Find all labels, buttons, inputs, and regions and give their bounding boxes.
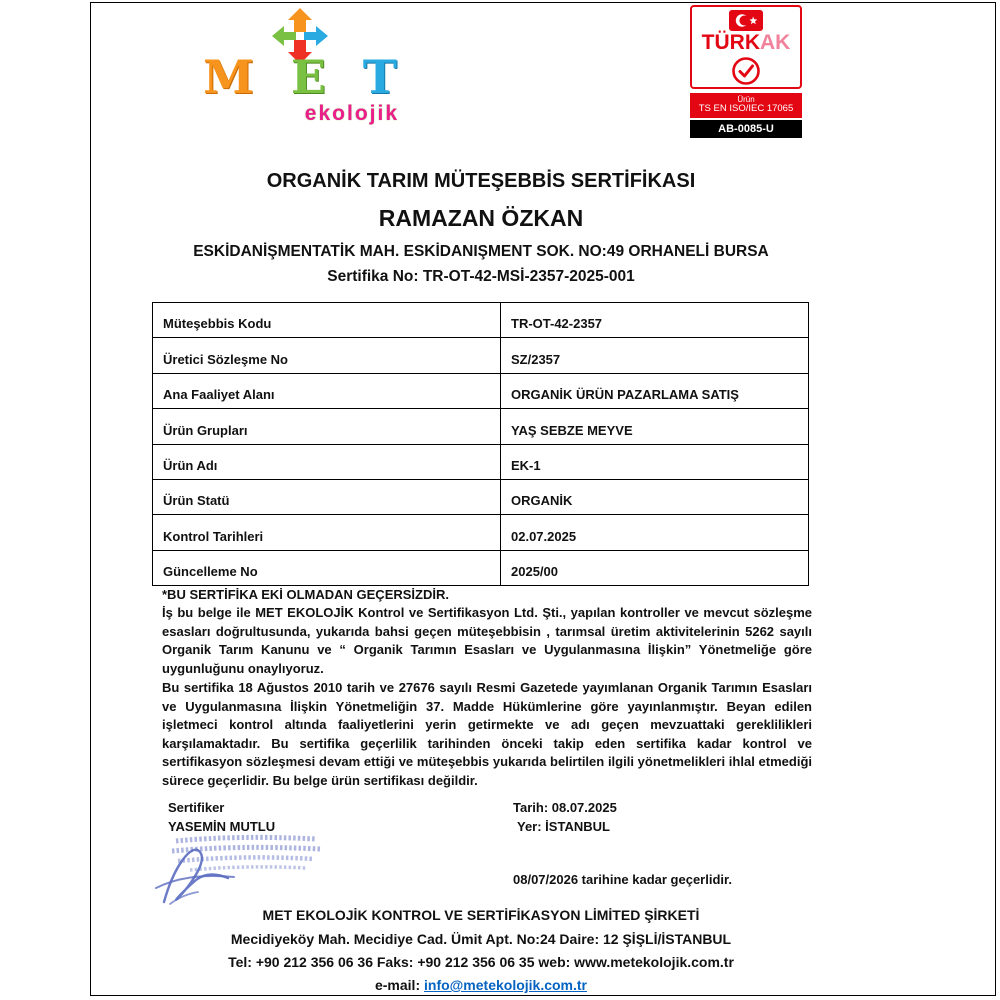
certifier-label: Sertifiker [168, 800, 225, 815]
statement-paragraph-1: İş bu belge ile MET EKOLOJİK Kontrol ve Sertifikasyon Ltd. Şti., yapılan kontroller ve mevcut sözleşme esasları doğrultusunda, yukarıda bahsi geçen müteşebbisin , tarımsal üretim aktivitelerinin 5262 sayılı Organik Tarım Kanunu ve “ Organik Tarımın Esasları ve Uygulanmasına İlişkin” Yönetmeliğe göre uygunluğunu onaylıyoruz. [162, 605, 812, 676]
table-row [153, 303, 809, 338]
row-label: Ürün Statü [153, 479, 501, 514]
met-letter-e: E [290, 50, 326, 104]
table-row [153, 444, 809, 479]
row-value: ORGANİK ÜRÜN PAZARLAMA SATIŞ [501, 373, 809, 408]
row-value: 2025/00 [501, 550, 809, 585]
attachment-disclaimer: *BU SERTİFİKA EKİ OLMADAN GEÇERSİZDİR. [162, 587, 449, 602]
email-link[interactable]: info@metekolojik.com.tr [424, 977, 588, 993]
holder-name: RAMAZAN ÖZKAN [378, 205, 584, 231]
turkak-ak-text: AK [759, 31, 791, 54]
row-value: EK-1 [501, 444, 809, 479]
row-label: Güncelleme No [153, 550, 501, 585]
valid-until-text: 08/07/2026 tarihine kadar geçerlidir. [513, 872, 732, 887]
row-value: SZ/2357 [501, 338, 809, 373]
table-row [153, 338, 809, 373]
footer-company: MET EKOLOJİK KONTROL VE SERTİFİKASYON LİMİTED ŞİRKETİ [262, 907, 700, 923]
turkak-logo [690, 5, 802, 138]
turkak-standard-label: TS EN ISO/IEC 17065 [698, 103, 794, 115]
turkak-standard-strip [690, 93, 802, 118]
row-label: Ana Faaliyet Alanı [153, 373, 501, 408]
row-label: Ürün Adı [153, 444, 501, 479]
turkish-flag-icon [729, 10, 763, 31]
email-label: e-mail: [374, 977, 424, 993]
footer-address: Mecidiyeköy Mah. Mecidiye Cad. Ümit Apt. No:24 Daire: 12 ŞİŞLİ/İSTANBUL [230, 931, 732, 947]
turkak-check-icon [730, 55, 762, 87]
certificate-title: ORGANİK TARIM MÜTEŞEBBİS SERTİFİKASI [266, 170, 696, 192]
turkak-brand-text [702, 32, 791, 53]
met-letter-m: M [203, 50, 254, 104]
turkak-box [690, 5, 802, 89]
certificate-number: Sertifika No: TR-OT-42-MSİ-2357-2025-001 [327, 268, 635, 285]
row-label: Kontrol Tarihleri [153, 515, 501, 550]
row-label: Üretici Sözleşme No [153, 338, 501, 373]
row-value: TR-OT-42-2357 [501, 303, 809, 338]
table-row [153, 515, 809, 550]
table-row [153, 550, 809, 585]
signature-icon [148, 832, 338, 907]
row-value: ORGANİK [501, 479, 809, 514]
met-ekolojik-logo [195, 6, 405, 132]
statement-paragraph-2: Bu sertifika 18 Ağustos 2010 tarih ve 27676 sayılı Resmi Gazetede yayımlanan Organik Tarımın Esasları ve Uygulanmasına İlişkin Yönetmeliğin 37. Madde Hükümlerine göre yayınlanmıştır. Beyan edilen işletmeci kontrol altında faaliyetlerini yerin getirmekte ve adı geçen mevzuattaki gereklilikleri karşılamaktadır. Bu sertifika geçerlilik tarihinden önceki takip eden sertifika kadar kontrol ve sertifikasyon sözleşmesi devam ettiği ve müteşebbis yukarıda belirtilen ilgili yönetmelikleri ihlal etmediği sürece geçerlidir. Bu belge ürün sertifikası değildir. [162, 680, 812, 788]
turkak-urun-label: Ürün [737, 95, 755, 104]
met-letter-t: T [362, 50, 397, 104]
turkak-turk-text: TÜRK [701, 31, 760, 54]
footer-email-line [152, 977, 810, 993]
certifier-name: YASEMİN MUTLU [168, 819, 276, 834]
row-label: Müteşebbis Kodu [153, 303, 501, 338]
table-row [153, 373, 809, 408]
certificate-details-table [152, 302, 809, 586]
row-value: YAŞ SEBZE MEYVE [501, 409, 809, 444]
table-row [153, 479, 809, 514]
footer-contact: Tel: +90 212 356 06 36 Faks: +90 212 356 06 35 web: www.metekolojik.com.tr [228, 954, 734, 970]
met-logo-subtext: ekolojik [304, 102, 399, 125]
issue-date: Tarih: 08.07.2025 [513, 800, 617, 815]
holder-address: ESKİDANİŞMENTATİK MAH. ESKİDANIŞMENT SOK. NO:49 ORHANELİ BURSA [193, 243, 769, 260]
signature-stamp [148, 832, 338, 907]
turkak-accreditation-no: AB-0085-U [690, 120, 802, 138]
row-value: 02.07.2025 [501, 515, 809, 550]
issue-place: Yer: İSTANBUL [517, 819, 610, 834]
table-row [153, 409, 809, 444]
row-label: Ürün Grupları [153, 409, 501, 444]
met-logo-text [203, 50, 397, 104]
